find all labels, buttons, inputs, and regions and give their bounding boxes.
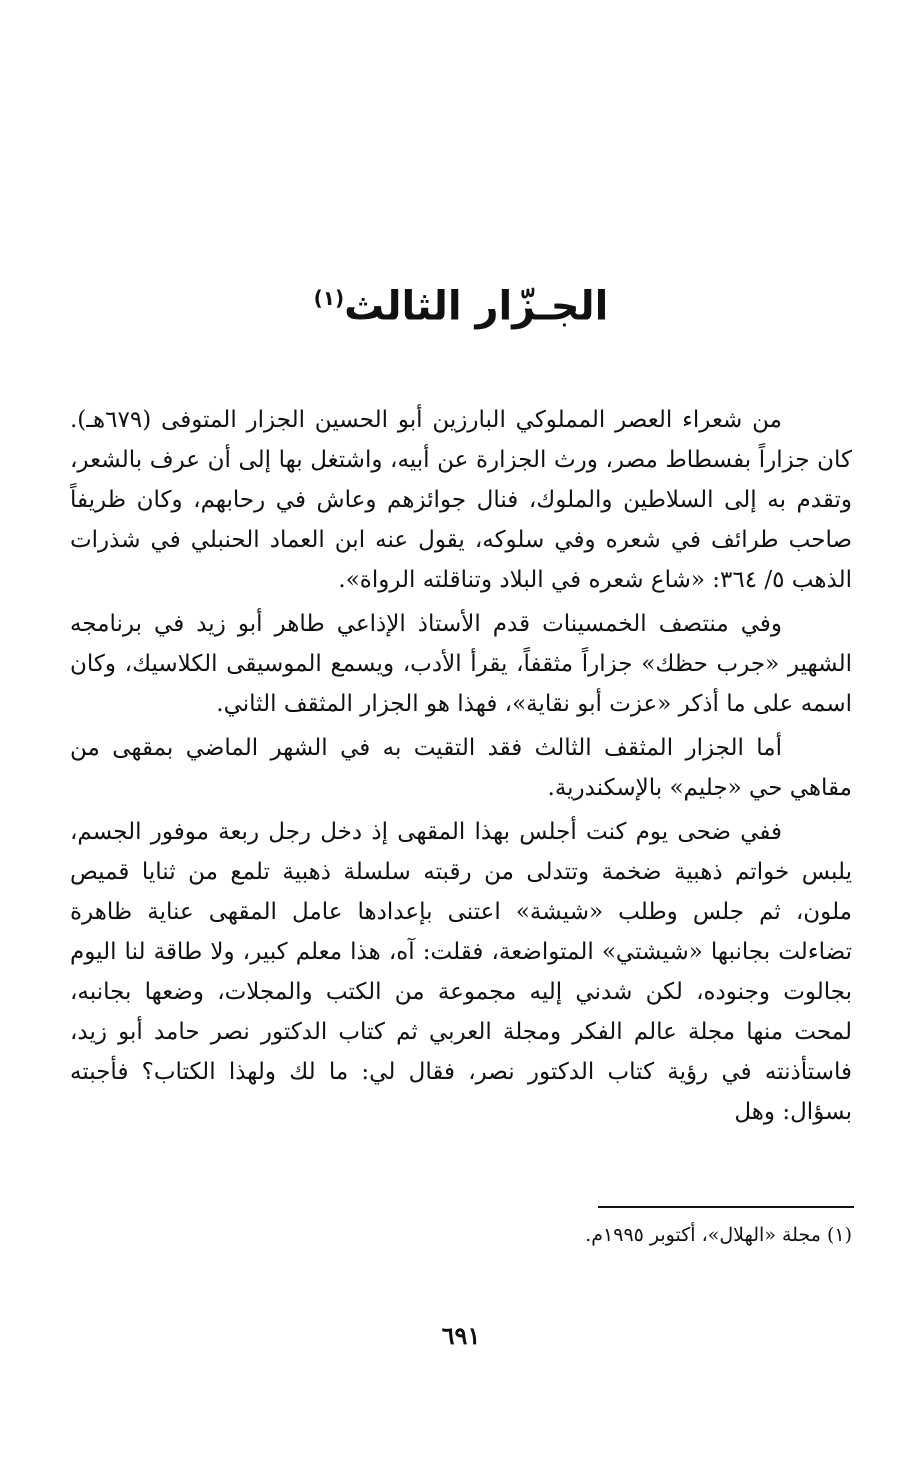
title-footnote-mark: (١) bbox=[313, 286, 345, 310]
paragraph-1: من شعراء العصر المملوكي البارزين أبو الحسين الجزار المتوفى (٦٧٩هـ). كان جزاراً بفسطاط مصر، ورث الجزارة عن أبيه، واشتغل بها إلى أن عرف بالشعر، وتقدم به إلى السلاطين والملوك، فنال جوائزهم وعاش في رحابهم، وكان ظريفاً صاحب طرائف في شعره وفي سلوكه، يقول عنه ابن العماد الحنبلي في شذرات الذهب ٥/ ٣٦٤: «شاع شعره في البلاد وتناقلته الرواة». bbox=[70, 407, 852, 593]
page-number: ٦٩١ bbox=[441, 1321, 481, 1350]
paragraph-2: وفي منتصف الخمسينات قدم الأستاذ الإذاعي طاهر أبو زيد في برنامجه الشهير «جرب حظك» جزاراً مثقفاً، يقرأ الأدب، ويسمع الموسيقى الكلاسيك، وكان اسمه على ما أذكر «عزت أبو نقاية»، فهذا هو الجزار المثقف الثاني. bbox=[70, 611, 852, 717]
paragraph-4: ففي ضحى يوم كنت أجلس بهذا المقهى إذ دخل رجل ربعة موفور الجسم، يلبس خواتم ذهبية ضخمة وتتدلى من رقبته سلسلة ذهبية تلمع من ثنايا قميص ملون، ثم جلس وطلب «شيشة» اعتنى بإعدادها عامل المقهى عناية ظاهرة تضاءلت بجانبها «شيشتي» المتواضعة، فقلت: آه، هذا معلم كبير، ولا طاقة لنا اليوم بجالوت وجنوده، لكن شدني إليه مجموعة من الكتب والمجلات، وضعها بجانبه، لمحت منها مجلة عالم الفكر ومجلة العربي ثم كتاب الدكتور نصر حامد أبو زيد، فاستأذنته في رؤية كتاب الدكتور نصر، فقال لي: ما لك ولهذا الكتاب؟ فأجبته بسؤال: وهل bbox=[70, 819, 852, 1125]
footnote-divider bbox=[598, 1206, 854, 1208]
chapter-title bbox=[0, 268, 922, 336]
footnote: (١) مجلة «الهلال»، أكتوبر ١٩٩٥م. bbox=[585, 1224, 852, 1246]
chapter-title-text: الجـزّار الثالث bbox=[344, 283, 609, 330]
body-text bbox=[70, 400, 852, 1132]
paragraph-3: أما الجزار المثقف الثالث فقد التقيت به في الشهر الماضي بمقهى من مقاهي حي «جليم» بالإسكندرية. bbox=[70, 735, 852, 801]
